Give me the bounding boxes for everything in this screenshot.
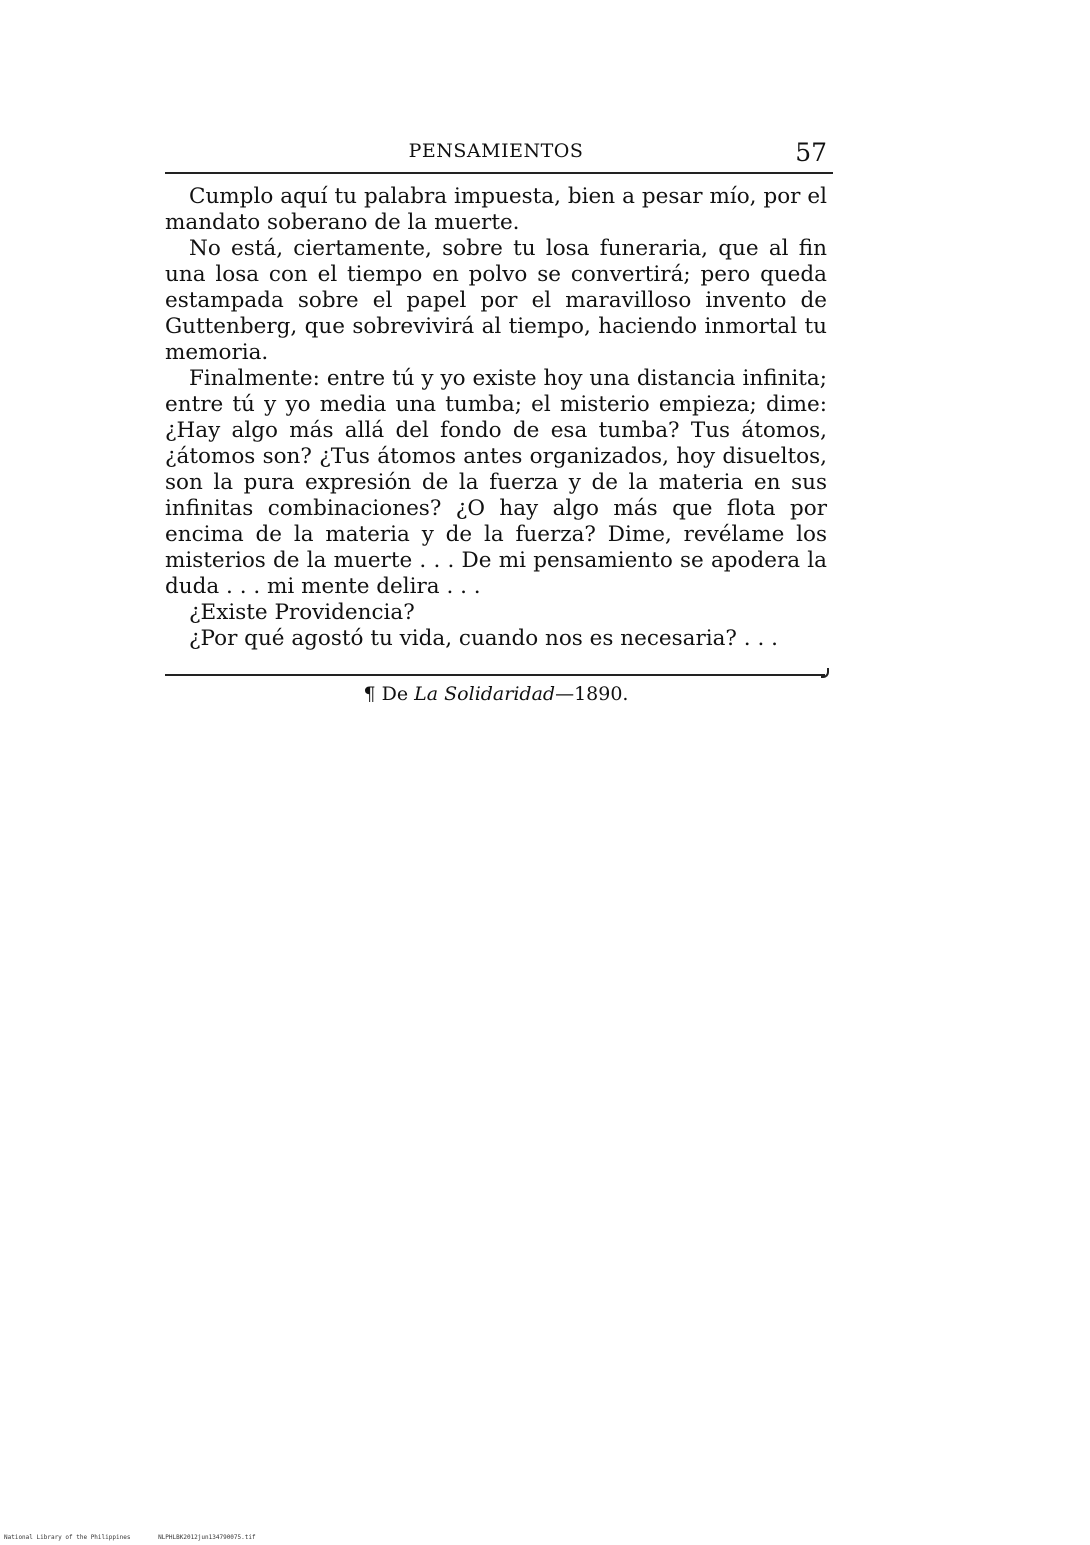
scan-file-id: NLPHLBK2012jun134790075.tif	[158, 1534, 256, 1541]
source-note-publication: La Solidaridad	[414, 683, 556, 705]
body-text	[165, 184, 827, 652]
source-note-prefix: ¶ De	[363, 683, 415, 705]
scan-footer	[4, 1534, 280, 1541]
paragraph-3: Finalmente: entre tú y yo existe hoy una distancia infinita; entre tú y yo media una tumba; el misterio empieza; dime: ¿Hay algo más allá del fondo de esa tumba? Tus átomos, ¿átomos son? ¿Tus átomos antes organizados, hoy disueltos, son la pura expresión de la fuerza y de la materia en sus infinitas combinaciones? ¿O hay algo más que flota por encima de la materia y de la fuerza? Dime, revélame los misterios de la muerte . . . De mi pensamiento se apodera la duda . . . mi mente delira . . .	[165, 366, 827, 599]
page-header	[165, 134, 827, 170]
footer-rule-hook	[821, 668, 829, 678]
paragraph-4: ¿Existe Providencia?	[189, 600, 415, 625]
page-number: 57	[795, 138, 827, 167]
header-rule	[165, 172, 833, 174]
paragraph-1: Cumplo aquí tu palabra impuesta, bien a pesar mío, por el mandato soberano de la muerte.	[165, 184, 827, 235]
running-title: PENSAMIENTOS	[408, 140, 584, 162]
source-note-year: —1890.	[555, 683, 629, 705]
scan-library-label: National Library of the Philippines	[4, 1534, 131, 1541]
source-note	[165, 683, 827, 705]
footer-rule	[165, 674, 825, 676]
paragraph-2: No está, ciertamente, sobre tu losa funeraria, que al fin una losa con el tiempo en polvo se convertirá; pero queda estampada sobre el papel por el maravilloso invento de Guttenberg, que sobrevivirá al tiempo, haciendo inmortal tu memoria.	[165, 236, 827, 365]
paragraph-5: ¿Por qué agostó tu vida, cuando nos es necesaria? . . .	[189, 626, 778, 651]
